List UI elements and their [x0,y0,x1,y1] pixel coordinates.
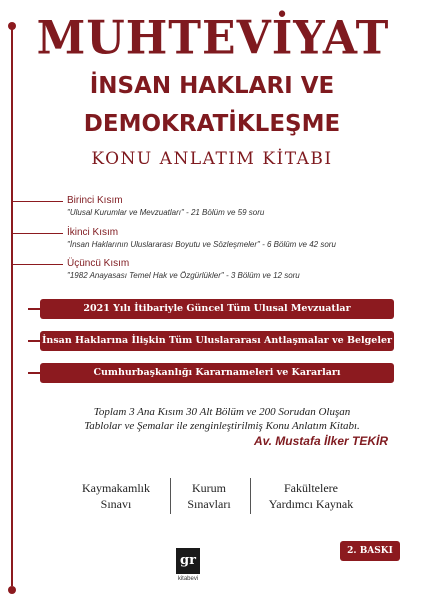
part-connector-1 [13,201,63,202]
author-name: Av. Mustafa İlker TEKİR [253,434,388,448]
part-1-desc: "Ulusal Kurumlar ve Mevzuatları" - 21 Bölüm ve 59 soru [67,208,265,217]
part-3-desc: "1982 Anayasası Temel Hak ve Özgürlükler" - 3 Bölüm ve 12 soru [67,271,300,280]
book-subtitle-line2: DEMOKRATİKLEŞME [83,111,341,137]
audience-3-line2: Yardımcı Kaynak [268,497,354,511]
audience-separator-2 [250,478,251,514]
feature-bar-2: İnsan Haklarına İlişkin Tüm Uluslararası Antlaşmalar ve Belgeler [40,331,394,351]
audience-item-2 [174,480,244,512]
summary-line-1: Toplam 3 Ana Kısım 30 Alt Bölüm ve 200 Sorudan Oluşan [93,406,351,418]
book-title: MUHTEVİYAT [36,11,390,66]
audience-item-3 [256,480,366,512]
part-2-title: İkinci Kısım [67,227,119,238]
audience-item-1 [66,480,166,512]
feature-bar-1: 2021 Yılı İtibariyle Güncel Tüm Ulusal Mevzuatlar [40,299,394,319]
part-1-title: Birinci Kısım [67,195,123,206]
left-vertical-rule [11,26,13,586]
publisher-logo: gr [176,548,200,574]
feature-bar-3: Cumhurbaşkanlığı Kararnameleri ve Kararları [40,363,394,383]
edition-badge: 2. BASKI [340,541,400,561]
part-3-title: Üçüncü Kısım [67,258,130,269]
rule-dot-top [8,22,16,30]
audience-3-line1: Fakültelere [284,481,338,495]
part-connector-2 [13,233,63,234]
part-2-desc: "İnsan Haklarının Uluslararası Boyutu ve Sözleşmeler" - 6 Bölüm ve 42 soru [67,240,336,249]
rule-dot-bottom [8,586,16,594]
audience-1-line1: Kaymakamlık [82,481,150,495]
summary-line-2: Tablolar ve Şemalar ile zenginleştirilmiş Konu Anlatım Kitabı. [84,420,360,432]
audience-2-line2: Sınavları [187,497,231,511]
audience-1-line2: Sınavı [100,497,132,511]
book-kind: KONU ANLATIM KİTABI [91,149,333,169]
publisher-name: kitabevi [177,576,199,582]
book-subtitle-line1: İNSAN HAKLARI VE [89,73,335,99]
audience-separator-1 [170,478,171,514]
summary-text [62,405,382,433]
audience-2-line1: Kurum [192,481,226,495]
part-connector-3 [13,264,63,265]
